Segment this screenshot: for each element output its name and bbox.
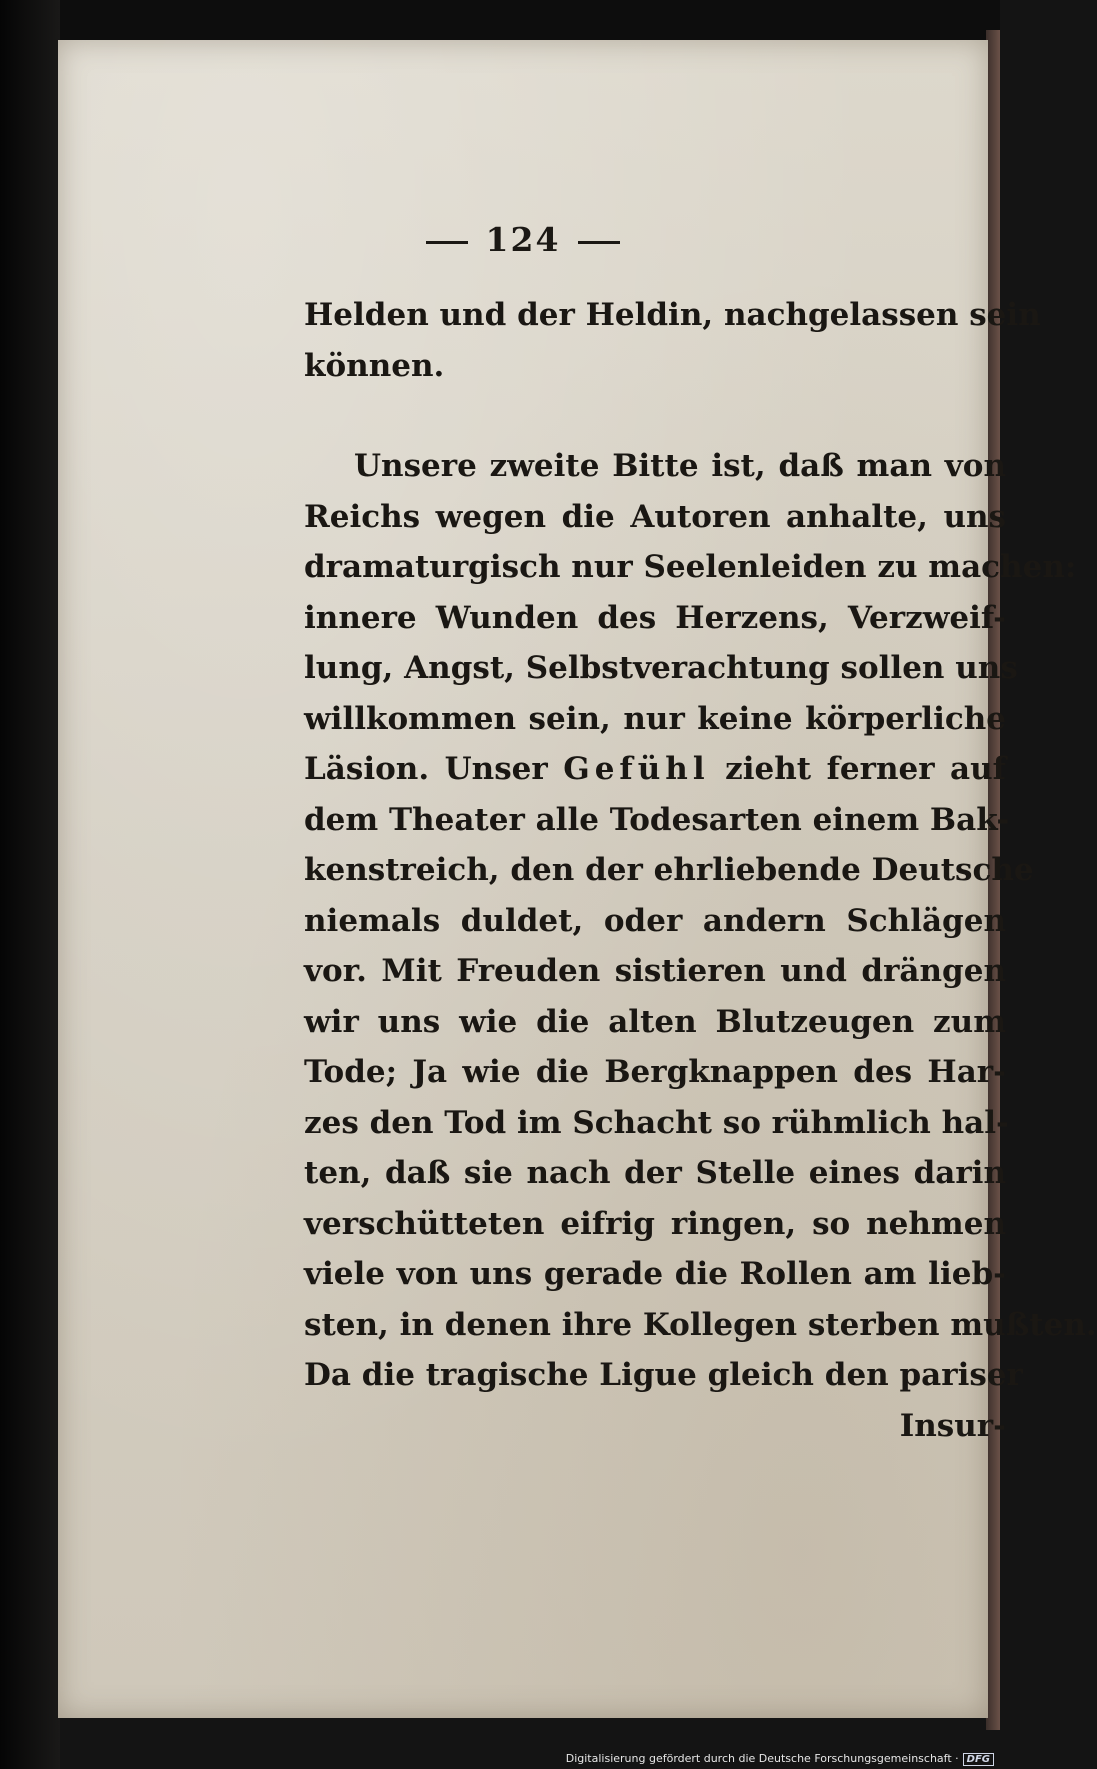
text-line: lung, Angst, Selbstverachtung sollen uns (304, 650, 1018, 686)
page-number: 124 (485, 220, 561, 259)
text-segment: zieht ferner auf (725, 751, 1007, 787)
scan-left-shadow (0, 0, 60, 1769)
text-line: verschütteten eifrig ringen, so nehmen (304, 1205, 1006, 1242)
text-line: Tode; Ja wie die Bergknappen des Har- (304, 1054, 1006, 1090)
text-line: wir uns wie die alten Blutzeugen zum (304, 1003, 1006, 1040)
text-line: Reichs wegen die Autoren anhalte, uns (304, 498, 1006, 535)
catchword: Insur- (899, 1407, 1006, 1444)
dash-right (578, 241, 620, 244)
text-line: vor. Mit Freuden sistieren und drängen (304, 953, 1006, 989)
text-line: Unsere zweite Bitte ist, daß man von (354, 448, 1006, 484)
text-line: Helden und der Heldin, nachgelassen sein (304, 297, 1041, 333)
page-number-header (58, 220, 988, 259)
paragraph-gap (304, 391, 1006, 441)
body-text (304, 290, 1097, 1451)
text-line: zes den Tod im Schacht so rühmlich hal- (304, 1104, 1009, 1141)
text-line: niemals duldet, oder andern Schlägen (304, 902, 1006, 939)
text-segment: Unser (444, 751, 548, 787)
text-line: viele von uns gerade die Rollen am lieb- (304, 1256, 1006, 1292)
text-line: ten, daß sie nach der Stelle eines darin (304, 1155, 1006, 1191)
text-line: innere Wunden des Herzens, Verzweif- (304, 599, 1006, 636)
dash-left (426, 241, 468, 244)
text-line: dramaturgisch nur Seelenleiden zu machen: (304, 549, 1077, 585)
text-line: dem Theater alle Todesarten einem Bak- (304, 801, 1010, 838)
text-line: Da die tragische Ligue gleich den pariser (304, 1357, 1023, 1393)
scan-top-edge (0, 0, 1000, 42)
text-line-mixed (304, 744, 1006, 795)
text-line: sten, in denen ihre Kollegen sterben mußten. (304, 1306, 1097, 1343)
book-page (58, 40, 1097, 1718)
text-segment: Läsion. (304, 751, 430, 787)
credit-text: Digitalisierung gefördert durch die Deutsche Forschungsgemeinschaft · (565, 1752, 959, 1765)
text-line: kenstreich, den der ehrliebende Deutsche (304, 852, 1034, 888)
emphasized-word: Gefühl (563, 751, 710, 787)
text-line: können. (304, 347, 445, 384)
text-line: willkommen sein, nur keine körperliche (304, 700, 1006, 737)
dfg-logo-icon: DFG (963, 1753, 994, 1766)
digitization-credit (566, 1752, 994, 1766)
